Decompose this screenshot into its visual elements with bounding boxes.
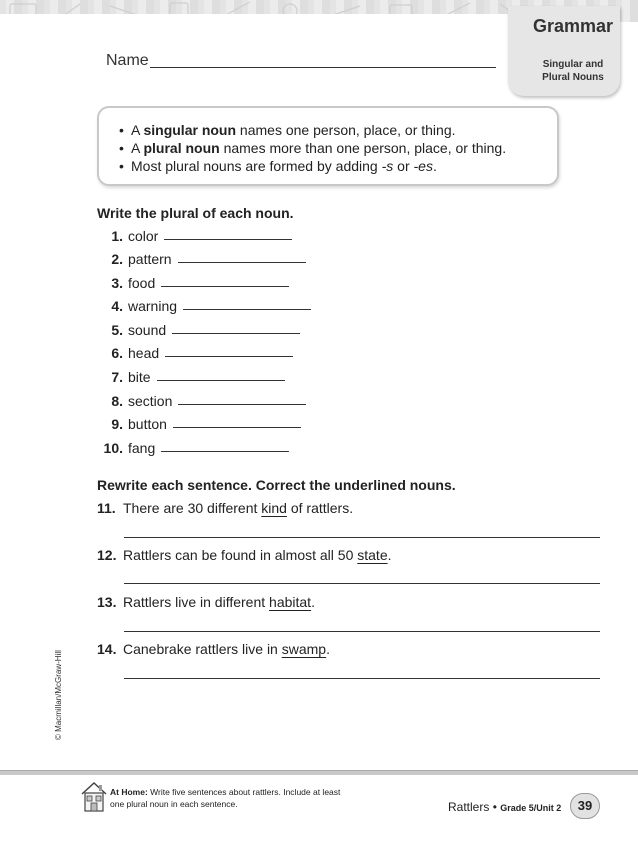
answer-line[interactable] bbox=[173, 427, 301, 428]
rule-text: Most plural nouns are formed by adding bbox=[131, 158, 382, 174]
sentence-text: Rattlers live in different bbox=[123, 594, 270, 610]
answer-line[interactable] bbox=[124, 631, 600, 632]
rule-text: A bbox=[131, 122, 144, 138]
rule-text: A bbox=[131, 140, 144, 156]
item-number: 1. bbox=[111, 228, 123, 244]
grammar-tab bbox=[508, 6, 620, 96]
item-number: 11. bbox=[97, 500, 116, 516]
item-word: button bbox=[128, 416, 167, 432]
rule-term: plural noun bbox=[143, 140, 220, 156]
rule-singular bbox=[119, 122, 456, 138]
rule-text: . bbox=[432, 158, 437, 174]
item-word: food bbox=[128, 275, 156, 291]
at-home-text: Write five sentences about rattlers. Include at least one plural noun in each sentence. bbox=[110, 787, 341, 809]
answer-line[interactable] bbox=[172, 333, 300, 334]
answer-line[interactable] bbox=[164, 239, 292, 240]
bullet-icon: • bbox=[119, 158, 124, 174]
item-number: 14. bbox=[97, 641, 117, 657]
bullet-icon: • bbox=[492, 800, 497, 814]
list-item bbox=[97, 251, 306, 267]
sentence-text: . bbox=[311, 594, 315, 610]
item-number: 13. bbox=[97, 594, 117, 610]
sentence-item bbox=[97, 594, 315, 610]
list-item bbox=[97, 298, 311, 314]
underlined-noun: swamp bbox=[281, 641, 327, 657]
item-word: bite bbox=[128, 369, 151, 385]
sentence-text: of rattlers. bbox=[286, 500, 354, 516]
sentence-text: There are 30 different bbox=[123, 500, 262, 516]
item-number: 10. bbox=[103, 440, 123, 456]
item-number: 2. bbox=[111, 251, 123, 267]
list-item bbox=[97, 393, 306, 409]
answer-line[interactable] bbox=[161, 451, 289, 452]
item-word: color bbox=[128, 228, 159, 244]
sentence-item bbox=[97, 641, 330, 657]
tab-subtitle bbox=[508, 58, 638, 84]
underlined-noun: state bbox=[357, 547, 388, 563]
list-item bbox=[97, 228, 292, 244]
underlined-noun: kind bbox=[261, 500, 287, 516]
answer-line[interactable] bbox=[183, 309, 311, 310]
sentence-item bbox=[97, 500, 353, 516]
list-item bbox=[97, 322, 300, 338]
suffix-s: -s bbox=[381, 158, 394, 174]
list-item bbox=[97, 369, 285, 385]
item-word: fang bbox=[128, 440, 156, 456]
sentence-item bbox=[97, 547, 392, 563]
sentence-text: Rattlers can be found in almost all 50 bbox=[123, 547, 358, 563]
item-number: 12. bbox=[97, 547, 117, 563]
rules-box bbox=[97, 106, 559, 186]
answer-line[interactable] bbox=[178, 262, 306, 263]
copyright-notice: © Macmillan/McGraw-Hill bbox=[54, 650, 63, 740]
rule-forming-plurals bbox=[119, 158, 437, 174]
section2-instruction: Rewrite each sentence. Correct the underlined nouns. bbox=[97, 477, 456, 493]
answer-line[interactable] bbox=[124, 583, 600, 584]
house-icon bbox=[80, 780, 108, 819]
item-number: 4. bbox=[111, 298, 123, 314]
sentence-text: . bbox=[387, 547, 392, 563]
at-home-label: At Home: bbox=[110, 787, 148, 797]
name-field-line[interactable] bbox=[150, 67, 496, 68]
list-item bbox=[97, 275, 289, 291]
bullet-icon: • bbox=[119, 122, 124, 138]
answer-line[interactable] bbox=[161, 286, 289, 287]
item-number: 7. bbox=[111, 369, 123, 385]
rule-text: names more than one person, place, or thing. bbox=[219, 140, 507, 156]
tab-subtitle-line1: Singular and bbox=[542, 59, 604, 70]
item-number: 3. bbox=[111, 275, 123, 291]
item-word: pattern bbox=[128, 251, 172, 267]
rule-term: singular noun bbox=[143, 122, 237, 138]
list-item bbox=[97, 345, 293, 361]
item-number: 9. bbox=[111, 416, 123, 432]
item-number: 8. bbox=[111, 393, 123, 409]
item-number: 5. bbox=[111, 322, 123, 338]
grade-unit: Grade 5/Unit 2 bbox=[500, 803, 562, 813]
list-item bbox=[97, 416, 301, 432]
underlined-noun: habitat bbox=[269, 594, 312, 610]
item-word: sound bbox=[128, 322, 167, 338]
story-title: Rattlers bbox=[448, 800, 490, 814]
sentence-text: Canebrake rattlers live in bbox=[123, 641, 282, 657]
answer-line[interactable] bbox=[157, 380, 285, 381]
rule-text: names one person, place, or thing. bbox=[236, 122, 456, 138]
sentence-text: . bbox=[326, 641, 330, 657]
answer-line[interactable] bbox=[124, 537, 600, 538]
section1-instruction: Write the plural of each noun. bbox=[97, 205, 294, 221]
tab-title: Grammar bbox=[532, 16, 614, 36]
header-paper-background bbox=[0, 14, 520, 74]
item-number: 6. bbox=[111, 345, 123, 361]
footer-divider bbox=[0, 770, 638, 775]
footer-story-info bbox=[448, 800, 561, 814]
answer-line[interactable] bbox=[165, 356, 293, 357]
answer-line[interactable] bbox=[124, 678, 600, 679]
item-word: head bbox=[128, 345, 160, 361]
page-number: 39 bbox=[570, 793, 600, 819]
tab-subtitle-line2: Plural Nouns bbox=[542, 72, 604, 83]
bullet-icon: • bbox=[119, 140, 124, 156]
rule-text: or bbox=[393, 158, 414, 174]
rule-plural bbox=[119, 140, 506, 156]
name-label: Name bbox=[106, 52, 149, 69]
answer-line[interactable] bbox=[178, 404, 306, 405]
item-word: section bbox=[128, 393, 173, 409]
suffix-es: -es bbox=[413, 158, 433, 174]
at-home-note bbox=[110, 786, 350, 810]
list-item bbox=[97, 440, 289, 456]
item-word: warning bbox=[128, 298, 178, 314]
